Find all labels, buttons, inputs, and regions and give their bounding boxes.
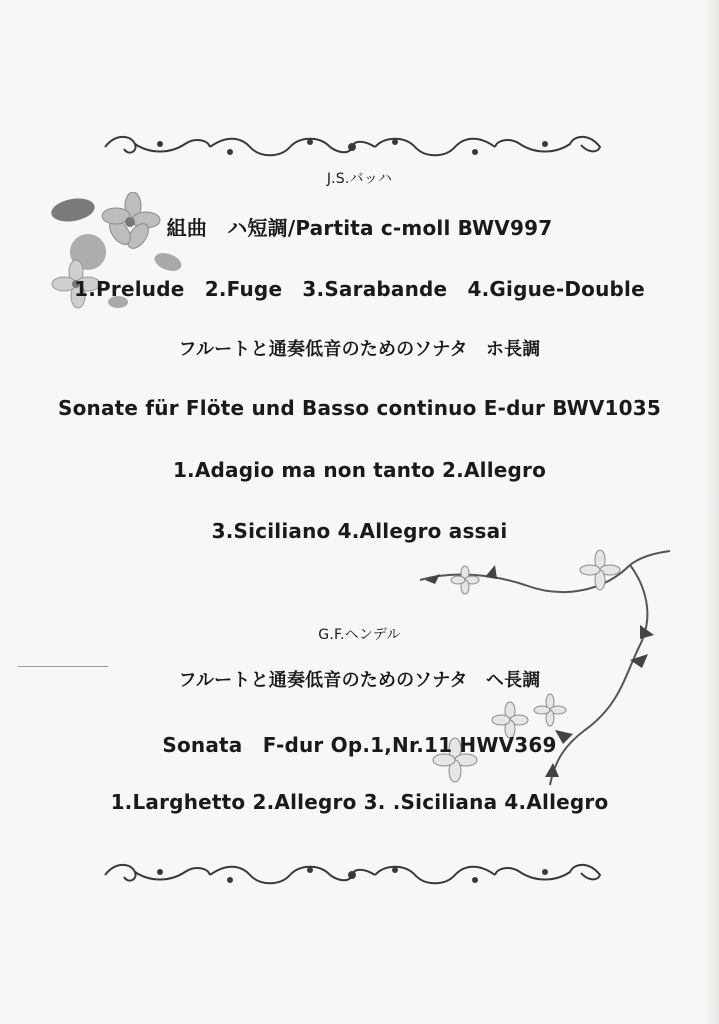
- bach-sonata-title-jp: フルートと通奏低音のためのソナタ ホ長調: [178, 339, 541, 360]
- top-ornament-divider: [100, 132, 605, 162]
- handel-sonata-title-jp: フルートと通奏低音のためのソナタ ヘ長調: [178, 670, 541, 691]
- bach-sonata-movements-1: 1.Adagio ma non tanto 2.Allegro: [172, 458, 547, 482]
- handel-sonata-title: Sonata F-dur Op.1,Nr.11 HWV369: [162, 733, 557, 757]
- bach-partita-title: 組曲 ハ短調/Partita c-moll BWV997: [166, 216, 553, 240]
- bottom-ornament-divider: [100, 860, 605, 890]
- bach-partita-movements: 1.Prelude 2.Fuge 3.Sarabande 4.Gigue-Double: [74, 277, 645, 301]
- bach-composer: J.S.バッハ: [326, 171, 393, 187]
- page-edge: [705, 0, 719, 1024]
- bach-sonata-movements-2: 3.Siciliano 4.Allegro assai: [211, 519, 508, 543]
- handel-sonata-movements: 1.Larghetto 2.Allegro 3. .Siciliana 4.Allegro: [110, 790, 609, 814]
- handel-composer: G.F.ヘンデル: [318, 627, 401, 643]
- bach-sonata-title-de: Sonate für Flöte und Basso continuo E-dur BWV1035: [57, 396, 661, 420]
